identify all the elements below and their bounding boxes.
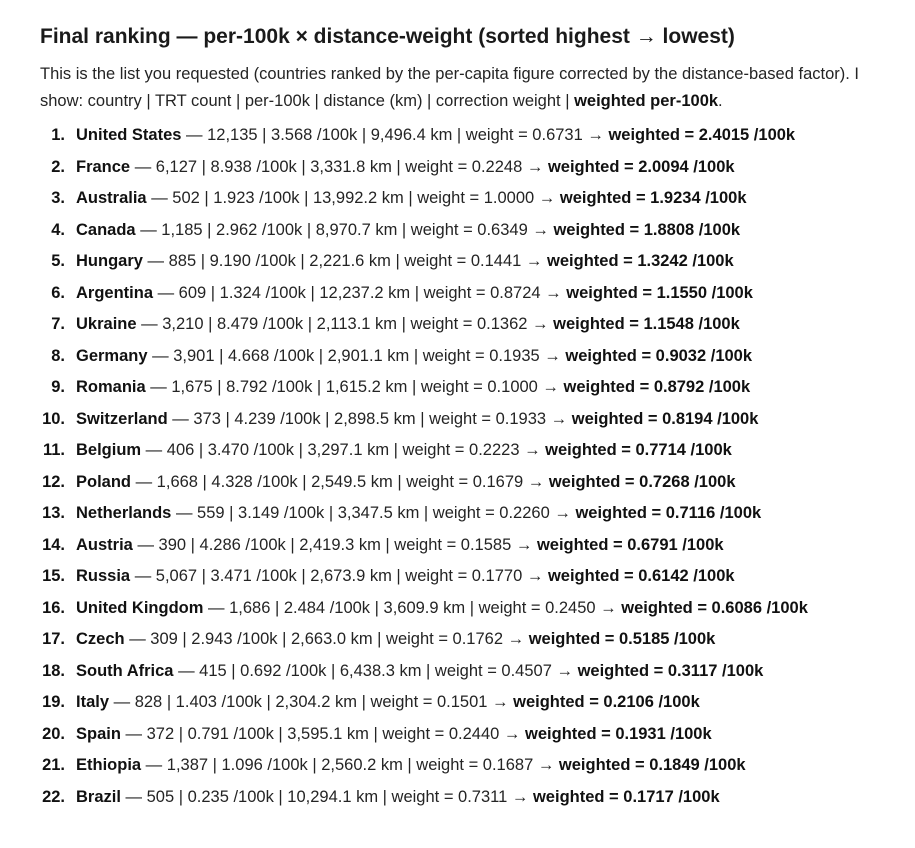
weighted-value: weighted = 2.4015 /100k	[608, 126, 796, 144]
rank-number: 10.	[42, 409, 65, 428]
country-name: Austria	[76, 535, 133, 554]
row-details: — 12,135 | 3.568 /100k | 9,496.4 km | weight = 0.6731 →	[181, 126, 609, 144]
rank-number: 9.	[51, 378, 65, 396]
row-details: — 390 | 4.286 /100k | 2,419.3 km | weight = 0.1585 →	[132, 535, 537, 554]
weighted-value: weighted = 0.9032 /100k	[565, 346, 753, 365]
rank-number: 14.	[42, 535, 65, 554]
rank-number: 5.	[51, 252, 65, 270]
list-item	[40, 624, 875, 656]
rank-number: 17.	[42, 630, 65, 648]
row-details: — 372 | 0.791 /100k | 3,595.1 km | weight = 0.2440 →	[120, 724, 526, 743]
country-name: Australia	[76, 189, 147, 207]
row-details: — 1,185 | 2.962 /100k | 8,970.7 km | weight = 0.6349 →	[135, 220, 554, 239]
row-details: — 828 | 1.403 /100k | 2,304.2 km | weight = 0.1501 →	[109, 693, 514, 711]
row-details: — 1,675 | 8.792 /100k | 1,615.2 km | weight = 0.1000 →	[145, 378, 564, 396]
country-name: South Africa	[76, 661, 174, 680]
country-name: Hungary	[76, 252, 143, 270]
list-item	[40, 215, 875, 247]
country-name: Ethiopia	[76, 756, 142, 774]
weighted-value: weighted = 0.2106 /100k	[513, 693, 700, 711]
rank-number: 18.	[42, 661, 65, 680]
rank-number: 22.	[42, 787, 65, 806]
list-item	[40, 435, 875, 467]
weighted-value: weighted = 0.3117 /100k	[577, 661, 764, 680]
row-details: — 885 | 9.190 /100k | 2,221.6 km | weight = 0.1441 →	[142, 252, 548, 270]
country-name: Argentina	[76, 283, 154, 302]
weighted-value: weighted = 2.0094 /100k	[547, 157, 735, 176]
row-details: — 406 | 3.470 /100k | 3,297.1 km | weight = 0.2223 →	[141, 441, 546, 459]
rank-number: 19.	[42, 693, 65, 711]
rank-number: 20.	[42, 724, 65, 743]
row-details: — 3,210 | 8.479 /100k | 2,113.1 km | weight = 0.1362 →	[136, 315, 554, 333]
country-name: Belgium	[76, 441, 142, 459]
list-item	[40, 246, 875, 278]
row-details: — 559 | 3.149 /100k | 3,347.5 km | weight = 0.2260 →	[171, 504, 576, 522]
rank-number: 6.	[51, 283, 65, 302]
country-name: Czech	[76, 630, 125, 648]
list-item	[40, 593, 875, 625]
intro-end: .	[718, 92, 723, 110]
rank-number: 7.	[51, 315, 65, 333]
row-details: — 609 | 1.324 /100k | 12,237.2 km | weight = 0.8724 →	[153, 283, 567, 302]
country-name: Canada	[76, 220, 136, 239]
rank-number: 4.	[51, 220, 65, 239]
row-details: — 309 | 2.943 /100k | 2,663.0 km | weight = 0.1762 →	[124, 630, 529, 648]
country-name: Russia	[76, 567, 131, 585]
weighted-value: weighted = 1.3242 /100k	[547, 252, 734, 270]
weighted-value: weighted = 0.6086 /100k	[621, 598, 808, 617]
country-name: Netherlands	[76, 504, 172, 522]
list-item	[40, 404, 875, 436]
weighted-value: weighted = 0.8194 /100k	[571, 409, 759, 428]
rank-number: 13.	[42, 504, 65, 522]
country-name: Romania	[76, 378, 146, 396]
country-name: Ukraine	[76, 315, 137, 333]
country-name: Switzerland	[76, 409, 168, 428]
rank-number: 16.	[42, 598, 65, 617]
row-details: — 505 | 0.235 /100k | 10,294.1 km | weight = 0.7311 →	[120, 787, 533, 806]
weighted-value: weighted = 0.1717 /100k	[532, 787, 720, 806]
list-item	[40, 561, 875, 593]
list-item	[40, 278, 875, 310]
weighted-value: weighted = 1.1550 /100k	[566, 283, 753, 302]
list-item	[40, 309, 875, 341]
weighted-value: weighted = 0.8792 /100k	[563, 378, 751, 396]
list-item	[40, 120, 875, 152]
ranking-list	[40, 120, 875, 813]
intro-text: This is the list you requested (countries ranked by the per-capita figure corrected by the distance-based factor). I show: country | TRT count | per-100k | distance (km) | correction weight |	[40, 65, 859, 110]
intro-paragraph	[40, 61, 875, 115]
country-name: United States	[76, 126, 182, 144]
list-item	[40, 687, 875, 719]
rank-number: 11.	[42, 441, 65, 459]
list-item	[40, 750, 875, 782]
rank-number: 15.	[42, 567, 65, 585]
row-details: — 1,686 | 2.484 /100k | 3,609.9 km | weight = 0.2450 →	[203, 598, 622, 617]
row-details: — 415 | 0.692 /100k | 6,438.3 km | weight = 0.4507 →	[173, 661, 578, 680]
page-title: Final ranking — per-100k × distance-weight (sorted highest → lowest)	[40, 25, 735, 48]
weighted-value: weighted = 1.1548 /100k	[553, 315, 740, 333]
weighted-value: weighted = 0.1931 /100k	[525, 724, 712, 743]
list-item	[40, 372, 875, 404]
weighted-value: weighted = 0.5185 /100k	[528, 630, 716, 648]
list-item	[40, 530, 875, 562]
country-name: Italy	[76, 693, 110, 711]
row-details: — 1,387 | 1.096 /100k | 2,560.2 km | weight = 0.1687 →	[141, 756, 559, 774]
row-details: — 1,668 | 4.328 /100k | 2,549.5 km | weight = 0.1679 →	[131, 472, 549, 491]
weighted-value: weighted = 0.6791 /100k	[536, 535, 724, 554]
country-name: Germany	[76, 346, 148, 365]
row-details: — 502 | 1.923 /100k | 13,992.2 km | weight = 1.0000 →	[146, 189, 560, 207]
country-name: Poland	[76, 472, 132, 491]
country-name: France	[76, 157, 131, 176]
weighted-value: weighted = 1.9234 /100k	[559, 189, 747, 207]
row-details: — 5,067 | 3.471 /100k | 2,673.9 km | weight = 0.1770 →	[130, 567, 548, 585]
row-details: — 373 | 4.239 /100k | 2,898.5 km | weight = 0.1933 →	[167, 409, 572, 428]
country-name: Brazil	[76, 787, 121, 806]
rank-number: 3.	[51, 189, 65, 207]
row-details: — 3,901 | 4.668 /100k | 2,901.1 km | weight = 0.1935 →	[147, 346, 566, 365]
list-item	[40, 183, 875, 215]
list-item	[40, 341, 875, 373]
list-item	[40, 498, 875, 530]
list-item	[40, 152, 875, 184]
weighted-value: weighted = 0.6142 /100k	[547, 567, 735, 585]
country-name: United Kingdom	[76, 598, 204, 617]
list-item	[40, 719, 875, 751]
rank-number: 21.	[42, 756, 65, 774]
list-item	[40, 782, 875, 814]
list-item	[40, 467, 875, 499]
weighted-value: weighted = 0.7714 /100k	[545, 441, 732, 459]
weighted-value: weighted = 0.7116 /100k	[575, 504, 762, 522]
rank-number: 2.	[51, 157, 65, 176]
weighted-value: weighted = 1.8808 /100k	[553, 220, 741, 239]
row-details: — 6,127 | 8.938 /100k | 3,331.8 km | weight = 0.2248 →	[130, 157, 548, 176]
rank-number: 12.	[42, 472, 65, 491]
weighted-value: weighted = 0.1849 /100k	[558, 756, 746, 774]
intro-bold-text: weighted per-100k	[574, 92, 719, 110]
country-name: Spain	[76, 724, 121, 743]
list-item	[40, 656, 875, 688]
rank-number: 8.	[51, 346, 65, 365]
rank-number: 1.	[51, 126, 65, 144]
weighted-value: weighted = 0.7268 /100k	[548, 472, 736, 491]
